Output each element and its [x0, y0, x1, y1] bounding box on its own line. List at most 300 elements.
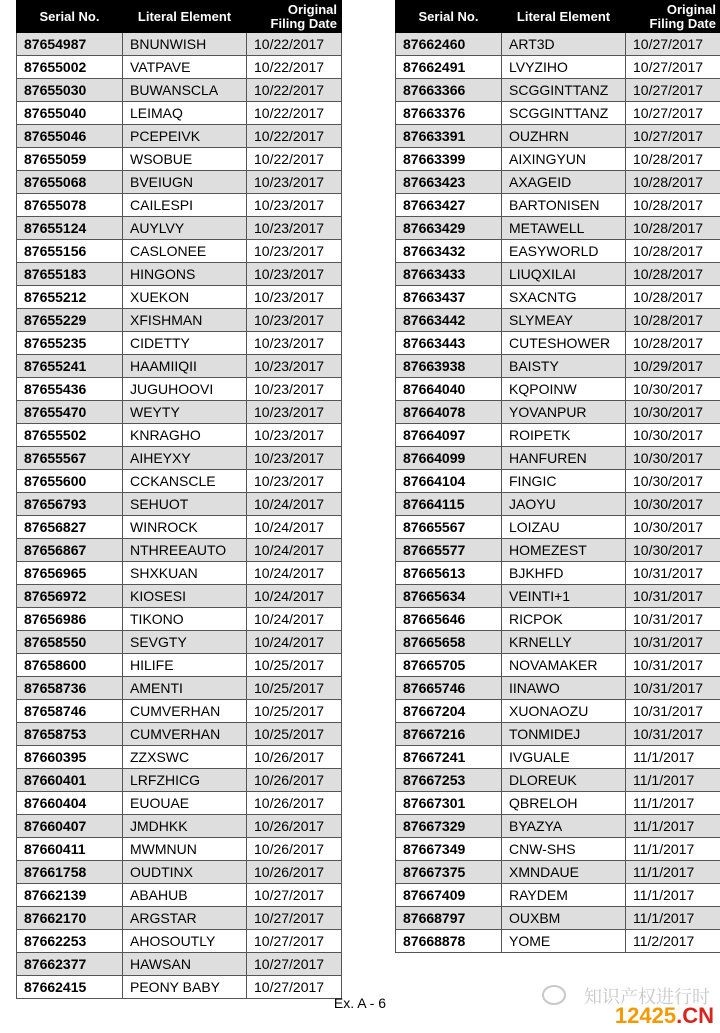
- table-row: [396, 148, 720, 171]
- serial-cell: 87668797: [396, 907, 502, 930]
- element-cell: DLOREUK: [502, 769, 626, 792]
- serial-cell: 87655183: [17, 263, 123, 286]
- serial-cell: 87660401: [17, 769, 123, 792]
- table-row: [396, 125, 720, 148]
- element-cell: KIOSESI: [123, 585, 247, 608]
- serial-cell: 87656965: [17, 562, 123, 585]
- date-cell: 10/28/2017: [626, 148, 720, 171]
- date-cell: 10/27/2017: [247, 976, 342, 999]
- table-row: [396, 677, 720, 700]
- element-cell: HILIFE: [123, 654, 247, 677]
- element-cell: PCEPEIVK: [123, 125, 247, 148]
- element-cell: JAOYU: [502, 493, 626, 516]
- element-cell: WSOBUE: [123, 148, 247, 171]
- table-row: [396, 217, 720, 240]
- date-cell: 10/26/2017: [247, 861, 342, 884]
- element-cell: EASYWORLD: [502, 240, 626, 263]
- table-row: [17, 838, 342, 861]
- table-row: [17, 746, 342, 769]
- table-row: [396, 493, 720, 516]
- serial-cell: 87658753: [17, 723, 123, 746]
- date-cell: 10/26/2017: [247, 792, 342, 815]
- date-cell: 10/30/2017: [626, 401, 720, 424]
- serial-cell: 87655436: [17, 378, 123, 401]
- table-row: [17, 355, 342, 378]
- element-cell: JUGUHOOVI: [123, 378, 247, 401]
- element-cell: OUZHRN: [502, 125, 626, 148]
- date-cell: 10/23/2017: [247, 470, 342, 493]
- serial-cell: 87655241: [17, 355, 123, 378]
- element-cell: CUMVERHAN: [123, 723, 247, 746]
- date-cell: 10/23/2017: [247, 263, 342, 286]
- element-cell: AUYLVY: [123, 217, 247, 240]
- element-cell: YOME: [502, 930, 626, 953]
- element-cell: XMNDAUE: [502, 861, 626, 884]
- date-cell: 10/23/2017: [247, 401, 342, 424]
- serial-cell: 87656827: [17, 516, 123, 539]
- serial-cell: 87655567: [17, 447, 123, 470]
- date-cell: 10/30/2017: [626, 539, 720, 562]
- table-row: [396, 654, 720, 677]
- serial-cell: 87655068: [17, 171, 123, 194]
- element-cell: SLYMEAY: [502, 309, 626, 332]
- table-row: [396, 171, 720, 194]
- table-row: [396, 746, 720, 769]
- element-cell: BUWANSCLA: [123, 79, 247, 102]
- serial-cell: 87663423: [396, 171, 502, 194]
- table-row: [17, 608, 342, 631]
- table-row: [396, 332, 720, 355]
- table-row: [396, 631, 720, 654]
- element-cell: TONMIDEJ: [502, 723, 626, 746]
- table-row: [17, 240, 342, 263]
- date-cell: 10/23/2017: [247, 447, 342, 470]
- serial-cell: 87662253: [17, 930, 123, 953]
- date-cell: 10/22/2017: [247, 148, 342, 171]
- date-cell: 10/27/2017: [626, 102, 720, 125]
- table-row: [17, 102, 342, 125]
- table-row: [17, 493, 342, 516]
- date-cell: 10/30/2017: [626, 516, 720, 539]
- element-cell: YOVANPUR: [502, 401, 626, 424]
- element-cell: METAWELL: [502, 217, 626, 240]
- page-footer: Ex. A - 6: [333, 995, 387, 1011]
- table-row: [17, 286, 342, 309]
- element-cell: AXAGEID: [502, 171, 626, 194]
- date-cell: 11/1/2017: [626, 746, 720, 769]
- element-cell: LEIMAQ: [123, 102, 247, 125]
- element-cell: BAISTY: [502, 355, 626, 378]
- table-row: [17, 907, 342, 930]
- element-cell: BJKHFD: [502, 562, 626, 585]
- serial-cell: 87667409: [396, 884, 502, 907]
- table-row: [17, 654, 342, 677]
- element-cell: QBRELOH: [502, 792, 626, 815]
- serial-cell: 87655600: [17, 470, 123, 493]
- serial-cell: 87664040: [396, 378, 502, 401]
- serial-cell: 87663442: [396, 309, 502, 332]
- serial-cell: 87663427: [396, 194, 502, 217]
- serial-cell: 87655212: [17, 286, 123, 309]
- date-header: Original Filing Date: [247, 1, 342, 33]
- table-row: [17, 539, 342, 562]
- serial-cell: 87663366: [396, 79, 502, 102]
- date-cell: 10/31/2017: [626, 608, 720, 631]
- serial-cell: 87655059: [17, 148, 123, 171]
- serial-cell: 87667301: [396, 792, 502, 815]
- element-cell: LRFZHICG: [123, 769, 247, 792]
- table-row: [396, 33, 720, 56]
- serial-cell: 87662491: [396, 56, 502, 79]
- table-row: [17, 815, 342, 838]
- date-cell: 10/22/2017: [247, 125, 342, 148]
- serial-cell: 87665705: [396, 654, 502, 677]
- date-cell: 10/27/2017: [626, 56, 720, 79]
- table-row: [396, 907, 720, 930]
- element-cell: MWMNUN: [123, 838, 247, 861]
- table-row: [396, 470, 720, 493]
- date-cell: 10/28/2017: [626, 309, 720, 332]
- serial-cell: 87667349: [396, 838, 502, 861]
- table-row: [17, 171, 342, 194]
- serial-cell: 87656986: [17, 608, 123, 631]
- element-cell: CASLONEE: [123, 240, 247, 263]
- date-cell: 11/1/2017: [626, 769, 720, 792]
- serial-cell: 87664078: [396, 401, 502, 424]
- element-cell: IVGUALE: [502, 746, 626, 769]
- serial-cell: 87655470: [17, 401, 123, 424]
- date-cell: 10/23/2017: [247, 171, 342, 194]
- date-cell: 11/1/2017: [626, 907, 720, 930]
- date-cell: 11/2/2017: [626, 930, 720, 953]
- table-row: [17, 700, 342, 723]
- serial-cell: 87662139: [17, 884, 123, 907]
- table-row: [17, 447, 342, 470]
- date-cell: 10/31/2017: [626, 562, 720, 585]
- element-cell: SEHUOT: [123, 493, 247, 516]
- serial-cell: 87664097: [396, 424, 502, 447]
- element-header: Literal Element: [502, 1, 626, 33]
- element-cell: PEONY BABY: [123, 976, 247, 999]
- date-cell: 10/26/2017: [247, 769, 342, 792]
- element-cell: AMENTI: [123, 677, 247, 700]
- element-cell: VEINTI+1: [502, 585, 626, 608]
- serial-cell: 87663433: [396, 263, 502, 286]
- table-row: [17, 263, 342, 286]
- serial-cell: 87665646: [396, 608, 502, 631]
- date-cell: 10/22/2017: [247, 56, 342, 79]
- table-row: [396, 562, 720, 585]
- date-cell: 10/23/2017: [247, 378, 342, 401]
- date-cell: 10/23/2017: [247, 217, 342, 240]
- date-cell: 10/31/2017: [626, 677, 720, 700]
- date-cell: 10/22/2017: [247, 79, 342, 102]
- element-cell: HAAMIIQII: [123, 355, 247, 378]
- date-cell: 11/1/2017: [626, 792, 720, 815]
- table-row: [17, 631, 342, 654]
- element-cell: WEYTY: [123, 401, 247, 424]
- element-cell: ARGSTAR: [123, 907, 247, 930]
- date-cell: 10/28/2017: [626, 240, 720, 263]
- serial-cell: 87658600: [17, 654, 123, 677]
- date-cell: 10/25/2017: [247, 654, 342, 677]
- table-header-row: [17, 1, 342, 33]
- serial-cell: 87655040: [17, 102, 123, 125]
- serial-cell: 87655046: [17, 125, 123, 148]
- element-cell: AHOSOUTLY: [123, 930, 247, 953]
- date-cell: 10/30/2017: [626, 470, 720, 493]
- element-cell: CUMVERHAN: [123, 700, 247, 723]
- element-cell: AIXINGYUN: [502, 148, 626, 171]
- table-row: [17, 424, 342, 447]
- element-cell: ROIPETK: [502, 424, 626, 447]
- table-row: [396, 723, 720, 746]
- date-cell: 11/1/2017: [626, 884, 720, 907]
- serial-header: Serial No.: [396, 1, 502, 33]
- serial-cell: 87663391: [396, 125, 502, 148]
- serial-cell: 87667329: [396, 815, 502, 838]
- serial-cell: 87665658: [396, 631, 502, 654]
- table-row: [396, 56, 720, 79]
- serial-cell: 87663432: [396, 240, 502, 263]
- serial-cell: 87655078: [17, 194, 123, 217]
- table-row: [396, 424, 720, 447]
- serial-cell: 87662415: [17, 976, 123, 999]
- date-cell: 10/27/2017: [626, 33, 720, 56]
- table-row: [396, 792, 720, 815]
- element-cell: BYAZYA: [502, 815, 626, 838]
- serial-cell: 87663429: [396, 217, 502, 240]
- serial-cell: 87655502: [17, 424, 123, 447]
- element-cell: HAWSAN: [123, 953, 247, 976]
- date-header: Original Filing Date: [626, 1, 720, 33]
- serial-cell: 87658736: [17, 677, 123, 700]
- table-row: [17, 677, 342, 700]
- date-cell: 10/28/2017: [626, 286, 720, 309]
- date-cell: 10/24/2017: [247, 631, 342, 654]
- element-cell: CNW-SHS: [502, 838, 626, 861]
- serial-cell: 87665567: [396, 516, 502, 539]
- date-cell: 10/24/2017: [247, 608, 342, 631]
- serial-cell: 87655156: [17, 240, 123, 263]
- serial-header: Serial No.: [17, 1, 123, 33]
- table-row: [396, 700, 720, 723]
- element-cell: FINGIC: [502, 470, 626, 493]
- date-cell: 10/27/2017: [247, 907, 342, 930]
- serial-cell: 87662377: [17, 953, 123, 976]
- table-row: [17, 585, 342, 608]
- element-cell: CAILESPI: [123, 194, 247, 217]
- element-cell: KRNELLY: [502, 631, 626, 654]
- table-row: [396, 309, 720, 332]
- table-row: [17, 79, 342, 102]
- serial-cell: 87667204: [396, 700, 502, 723]
- element-cell: CIDETTY: [123, 332, 247, 355]
- table-row: [17, 401, 342, 424]
- date-cell: 10/25/2017: [247, 677, 342, 700]
- element-cell: SCGGINTTANZ: [502, 79, 626, 102]
- date-cell: 10/27/2017: [247, 930, 342, 953]
- date-cell: 10/24/2017: [247, 516, 342, 539]
- watermark-text: 知识产权进行时: [584, 987, 710, 1007]
- date-cell: 10/31/2017: [626, 585, 720, 608]
- date-cell: 10/27/2017: [626, 125, 720, 148]
- date-cell: 10/24/2017: [247, 539, 342, 562]
- table-row: [396, 861, 720, 884]
- date-cell: 10/28/2017: [626, 217, 720, 240]
- date-cell: 10/23/2017: [247, 355, 342, 378]
- date-cell: 10/22/2017: [247, 102, 342, 125]
- serial-cell: 87660407: [17, 815, 123, 838]
- date-cell: 10/31/2017: [626, 723, 720, 746]
- serial-cell: 87667216: [396, 723, 502, 746]
- table-row: [17, 148, 342, 171]
- serial-cell: 87664115: [396, 493, 502, 516]
- date-cell: 11/1/2017: [626, 815, 720, 838]
- table-row: [396, 378, 720, 401]
- element-cell: NTHREEAUTO: [123, 539, 247, 562]
- date-cell: 10/24/2017: [247, 493, 342, 516]
- table-row: [17, 930, 342, 953]
- table-row: [396, 79, 720, 102]
- date-cell: 10/30/2017: [626, 493, 720, 516]
- serial-cell: 87660404: [17, 792, 123, 815]
- element-cell: JMDHKK: [123, 815, 247, 838]
- element-cell: TIKONO: [123, 608, 247, 631]
- serial-cell: 87655030: [17, 79, 123, 102]
- element-cell: IINAWO: [502, 677, 626, 700]
- table-row: [396, 194, 720, 217]
- element-cell: BARTONISEN: [502, 194, 626, 217]
- serial-cell: 87663938: [396, 355, 502, 378]
- table-row: [17, 56, 342, 79]
- date-cell: 10/26/2017: [247, 746, 342, 769]
- table-row: [396, 539, 720, 562]
- table-row: [396, 930, 720, 953]
- table-row: [396, 884, 720, 907]
- serial-cell: 87663443: [396, 332, 502, 355]
- table-row: [17, 125, 342, 148]
- serial-cell: 87656867: [17, 539, 123, 562]
- table-row: [17, 33, 342, 56]
- date-cell: 10/23/2017: [247, 309, 342, 332]
- serial-cell: 87660411: [17, 838, 123, 861]
- date-cell: 10/30/2017: [626, 424, 720, 447]
- date-cell: 10/28/2017: [626, 332, 720, 355]
- table-row: [17, 332, 342, 355]
- element-cell: SEVGTY: [123, 631, 247, 654]
- element-cell: WINROCK: [123, 516, 247, 539]
- table-row: [396, 516, 720, 539]
- date-cell: 10/24/2017: [247, 585, 342, 608]
- date-cell: 10/31/2017: [626, 631, 720, 654]
- serial-cell: 87656793: [17, 493, 123, 516]
- date-cell: 10/28/2017: [626, 263, 720, 286]
- table-row: [396, 355, 720, 378]
- table-row: [396, 608, 720, 631]
- serial-cell: 87655229: [17, 309, 123, 332]
- date-cell: 10/22/2017: [247, 33, 342, 56]
- element-header: Literal Element: [123, 1, 247, 33]
- trademark-table-left: [16, 0, 342, 999]
- element-cell: RAYDEM: [502, 884, 626, 907]
- date-cell: 10/31/2017: [626, 654, 720, 677]
- wechat-icon: [542, 985, 566, 1005]
- serial-cell: 87661758: [17, 861, 123, 884]
- element-cell: LIUQXILAI: [502, 263, 626, 286]
- serial-cell: 87658746: [17, 700, 123, 723]
- element-cell: SHXKUAN: [123, 562, 247, 585]
- table-header-row: [396, 1, 720, 33]
- date-cell: 10/26/2017: [247, 838, 342, 861]
- serial-cell: 87656972: [17, 585, 123, 608]
- table-row: [17, 516, 342, 539]
- serial-cell: 87665746: [396, 677, 502, 700]
- table-row: [17, 861, 342, 884]
- date-cell: 11/1/2017: [626, 838, 720, 861]
- serial-cell: 87662170: [17, 907, 123, 930]
- element-cell: VATPAVE: [123, 56, 247, 79]
- serial-cell: 87665634: [396, 585, 502, 608]
- table-row: [396, 240, 720, 263]
- date-cell: 10/23/2017: [247, 286, 342, 309]
- element-cell: OUDTINX: [123, 861, 247, 884]
- table-row: [396, 815, 720, 838]
- date-cell: 10/30/2017: [626, 447, 720, 470]
- serial-cell: 87665613: [396, 562, 502, 585]
- element-cell: SXACNTG: [502, 286, 626, 309]
- table-row: [396, 447, 720, 470]
- element-cell: XUEKON: [123, 286, 247, 309]
- serial-cell: 87655235: [17, 332, 123, 355]
- date-cell: 10/25/2017: [247, 700, 342, 723]
- date-cell: 10/25/2017: [247, 723, 342, 746]
- table-row: [17, 378, 342, 401]
- serial-cell: 87667253: [396, 769, 502, 792]
- trademark-table-right: [395, 0, 720, 953]
- serial-cell: 87654987: [17, 33, 123, 56]
- element-cell: ZZXSWC: [123, 746, 247, 769]
- date-cell: 10/28/2017: [626, 194, 720, 217]
- element-cell: KQPOINW: [502, 378, 626, 401]
- serial-cell: 87667375: [396, 861, 502, 884]
- date-cell: 10/24/2017: [247, 562, 342, 585]
- watermark: [520, 983, 720, 1033]
- table-row: [17, 194, 342, 217]
- element-cell: XUONAOZU: [502, 700, 626, 723]
- date-cell: 10/23/2017: [247, 194, 342, 217]
- element-cell: LVYZIHO: [502, 56, 626, 79]
- table-row: [396, 585, 720, 608]
- date-cell: 10/27/2017: [247, 953, 342, 976]
- date-cell: 10/23/2017: [247, 332, 342, 355]
- element-cell: SCGGINTTANZ: [502, 102, 626, 125]
- table-row: [396, 769, 720, 792]
- date-cell: 10/28/2017: [626, 171, 720, 194]
- serial-cell: 87658550: [17, 631, 123, 654]
- table-row: [17, 769, 342, 792]
- element-cell: XFISHMAN: [123, 309, 247, 332]
- table-row: [17, 953, 342, 976]
- element-cell: HANFUREN: [502, 447, 626, 470]
- serial-cell: 87662460: [396, 33, 502, 56]
- date-cell: 10/27/2017: [626, 79, 720, 102]
- element-cell: OUXBM: [502, 907, 626, 930]
- serial-cell: 87664099: [396, 447, 502, 470]
- date-cell: 10/23/2017: [247, 424, 342, 447]
- element-cell: HINGONS: [123, 263, 247, 286]
- site-logo: 12425.CN: [614, 1003, 714, 1028]
